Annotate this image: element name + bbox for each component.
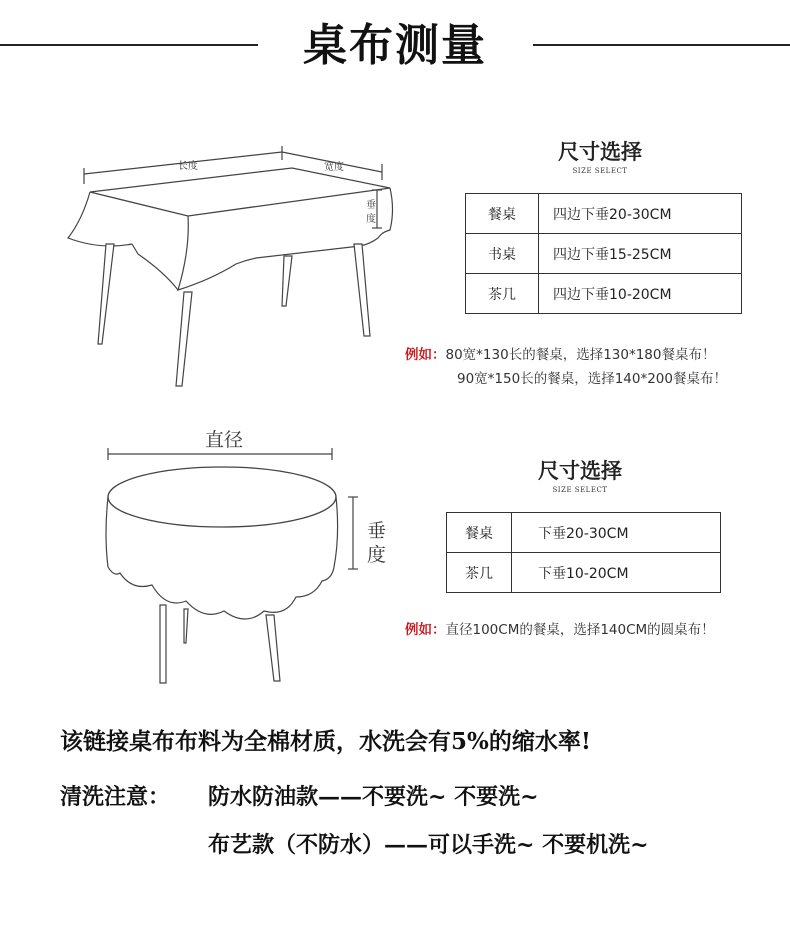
table-row [447,513,721,553]
round-leg-back-left [184,609,188,643]
rect-table-diagram [60,140,410,390]
row-key: 餐桌 [447,513,512,553]
round-leg-front-left [160,605,166,683]
rect-size-table [465,193,742,314]
round-leg-front-right [266,615,280,681]
table-row [466,234,742,274]
row-value: 四边下垂10-20CM [539,274,742,314]
row-value: 下垂10-20CM [512,553,721,593]
round-example [405,618,715,642]
title-rule-right [533,44,790,46]
round-size-subheading: SIZE SELECT [552,486,608,494]
care-label: 清洗注意： [60,784,171,810]
care-line-1: 防水防油款——不要洗~ 不要洗~ [208,784,539,810]
round-size-heading: 尺寸选择 [538,458,622,483]
table-row [466,274,742,314]
table-row [466,194,742,234]
row-value: 四边下垂20-30CM [539,194,742,234]
rect-leg-front-right [176,292,192,386]
round-drop-label-bottom: 度 [367,544,387,566]
rect-leg-front-left [98,244,114,344]
drop-label-top: 垂 [366,200,376,211]
example-line-1: 80宽*130长的餐桌，选择130*180餐桌布！ [445,347,716,363]
rect-cloth-top [90,168,390,216]
round-size-table [446,512,721,593]
rect-size-subheading: SIZE SELECT [572,167,628,175]
table-row [447,553,721,593]
round-drop-label-top: 垂 [367,520,387,542]
rect-size-heading: 尺寸选择 [558,139,642,164]
round-table-diagram [100,445,380,690]
rect-example [405,343,727,391]
diameter-label: 直径 [205,429,244,451]
example-label: 例如： [405,622,446,638]
round-cloth-hem [108,567,334,619]
row-value: 四边下垂15-25CM [539,234,742,274]
material-note: 该链接桌布布料为全棉材质，水洗会有5%的缩水率! [60,728,591,755]
care-line-2: 布艺款（不防水）——可以手洗~ 不要机洗~ [208,832,649,858]
example-line-2: 90宽*150长的餐桌，选择140*200餐桌布！ [457,371,727,387]
drop-label-bottom: 度 [366,214,376,225]
rect-leg-back-left [282,256,292,306]
row-key: 书桌 [466,234,539,274]
page-title: 桌布测量 [303,20,487,71]
width-label: 宽度 [324,162,344,173]
row-key: 餐桌 [466,194,539,234]
row-key: 茶几 [447,553,512,593]
round-cloth-top [108,467,336,527]
row-key: 茶几 [466,274,539,314]
example-line-1: 直径100CM的餐桌，选择140CM的圆桌布！ [445,622,715,638]
example-label: 例如： [405,347,446,363]
row-value: 下垂20-30CM [512,513,721,553]
length-label: 长度 [178,161,198,172]
rect-leg-back-right [354,244,370,336]
